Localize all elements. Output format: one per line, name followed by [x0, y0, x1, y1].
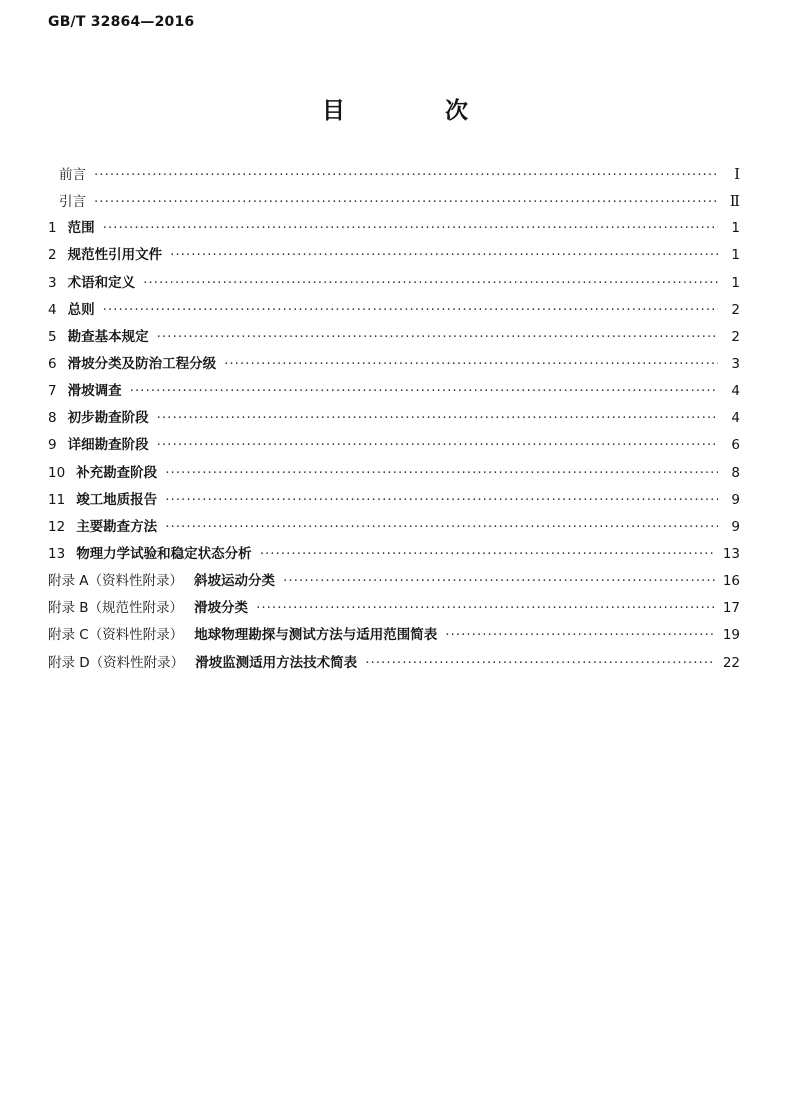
toc-page-number: 9	[731, 518, 740, 535]
toc-page-number: 1	[731, 220, 740, 237]
toc-leader-dots	[130, 378, 718, 405]
toc-entry-5[interactable]	[48, 324, 740, 351]
toc-entry-7[interactable]	[48, 378, 740, 405]
toc-label: 斜坡运动分类	[194, 573, 276, 590]
toc-entry-3[interactable]	[48, 270, 740, 297]
toc-leader-dots	[165, 514, 718, 541]
toc-label: 地球物理勘探与测试方法与适用范围简表	[194, 627, 438, 644]
toc-page-number: 2	[731, 301, 740, 318]
toc-appendix-number: 附录 D（资料性附录）	[48, 654, 185, 671]
toc-label: 术语和定义	[67, 274, 136, 291]
toc-label: 规范性引用文件	[67, 247, 163, 264]
toc-label: 竣工地质报告	[76, 491, 158, 508]
toc-page-number: 1	[731, 274, 740, 291]
toc-leader-dots	[103, 297, 718, 324]
toc-leader-dots	[256, 595, 715, 622]
toc-label: 范围	[67, 220, 95, 237]
toc-entry-11[interactable]	[48, 487, 740, 514]
toc-label: 滑坡监测适用方法技术简表	[195, 654, 358, 671]
toc-entry-appendix-a[interactable]	[48, 568, 740, 595]
toc-label: 引言	[59, 194, 86, 211]
toc-appendix-number: 附录 B（规范性附录）	[48, 600, 184, 617]
toc-entry-1[interactable]	[48, 215, 740, 242]
toc-number: 12	[48, 518, 66, 535]
toc-entry-8[interactable]	[48, 405, 740, 432]
toc-leader-dots	[103, 215, 718, 242]
toc-label: 补充勘查阶段	[76, 464, 158, 481]
toc-page-number: 9	[731, 491, 740, 508]
toc-entry-6[interactable]	[48, 351, 740, 378]
toc-page-number: 16	[722, 573, 740, 590]
toc-number: 9	[48, 437, 57, 454]
toc-leader-dots	[143, 270, 718, 297]
toc-appendix-number: 附录 A（资料性附录）	[48, 573, 184, 590]
toc-page-number: 2	[731, 328, 740, 345]
page-title: 目 次	[321, 98, 514, 124]
toc-label: 勘查基本规定	[67, 328, 149, 345]
toc-page-number: 4	[731, 383, 740, 400]
toc-label: 总则	[67, 301, 95, 318]
toc-entry-9[interactable]	[48, 432, 740, 459]
toc-leader-dots	[224, 351, 718, 378]
toc-leader-dots	[445, 622, 715, 649]
toc-entry-introduction[interactable]	[48, 188, 740, 215]
toc-label: 滑坡分类及防治工程分级	[67, 355, 217, 372]
toc-entry-appendix-c[interactable]	[48, 622, 740, 649]
toc-entry-appendix-b[interactable]	[48, 595, 740, 622]
toc-label: 滑坡调查	[67, 383, 122, 400]
toc-entry-10[interactable]	[48, 460, 740, 487]
toc-leader-dots	[157, 432, 718, 459]
table-of-contents	[48, 161, 740, 677]
toc-entry-appendix-d[interactable]	[48, 650, 740, 677]
toc-page-number: 1	[731, 247, 740, 264]
toc-number: 4	[48, 301, 57, 318]
toc-leader-dots	[157, 324, 718, 351]
toc-number: 5	[48, 328, 57, 345]
toc-page-number: 17	[722, 600, 740, 617]
toc-leader-dots	[260, 541, 715, 568]
toc-number: 11	[48, 491, 66, 508]
toc-leader-dots	[165, 460, 718, 487]
toc-number: 1	[48, 220, 57, 237]
toc-number: 13	[48, 545, 66, 562]
toc-label: 主要勘查方法	[76, 518, 158, 535]
toc-label: 滑坡分类	[194, 600, 249, 617]
toc-entry-2[interactable]	[48, 242, 740, 269]
toc-page-number: 8	[731, 464, 740, 481]
toc-page-number: 22	[722, 654, 740, 671]
toc-number: 3	[48, 274, 57, 291]
toc-page-number: 4	[731, 410, 740, 427]
toc-number: 7	[48, 383, 57, 400]
toc-leader-dots	[170, 242, 718, 269]
toc-page-number: Ⅱ	[729, 192, 740, 211]
toc-leader-dots	[94, 189, 718, 216]
toc-page-number: 3	[731, 355, 740, 372]
toc-leader-dots	[365, 650, 715, 677]
document-code: GB/T 32864—2016	[48, 14, 195, 30]
toc-number: 10	[48, 464, 66, 481]
toc-entry-12[interactable]	[48, 514, 740, 541]
toc-label: 初步勘查阶段	[67, 410, 149, 427]
toc-page-number: 6	[731, 437, 740, 454]
toc-entry-foreword[interactable]	[48, 161, 740, 188]
toc-label: 物理力学试验和稳定状态分析	[76, 545, 252, 562]
toc-number: 6	[48, 355, 57, 372]
toc-leader-dots	[94, 162, 718, 189]
toc-leader-dots	[283, 568, 715, 595]
toc-entry-13[interactable]	[48, 541, 740, 568]
toc-label: 前言	[59, 167, 86, 183]
toc-page-number: 13	[722, 545, 740, 562]
toc-entry-4[interactable]	[48, 297, 740, 324]
toc-page-number: 19	[722, 627, 740, 644]
toc-number: 2	[48, 247, 57, 264]
toc-label: 详细勘查阶段	[67, 437, 149, 454]
toc-leader-dots	[157, 405, 718, 432]
toc-number: 8	[48, 410, 57, 427]
toc-leader-dots	[165, 487, 718, 514]
toc-appendix-number: 附录 C（资料性附录）	[48, 627, 184, 644]
toc-page-number: Ⅰ	[734, 165, 740, 183]
